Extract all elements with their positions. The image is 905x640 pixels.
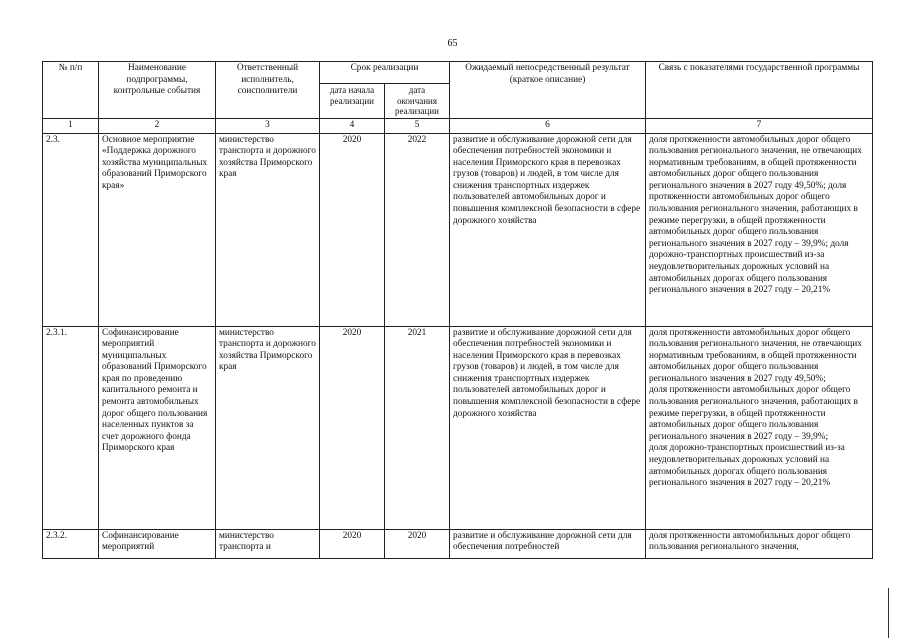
row-link: доля протяженности автомобильных дорог общего пользования регионального значения, [646, 529, 873, 558]
row-num: 2.3.1. [43, 326, 99, 529]
row-responsible: министерство транспорта и дорожного хозяйства Приморского края [216, 326, 320, 529]
column-number: 7 [646, 118, 873, 133]
row-start: 2020 [320, 133, 385, 326]
header-link: Связь с показателями государственной программы [646, 62, 873, 119]
program-table [42, 61, 873, 559]
row-link-line: доля протяженности автомобильных дорог общего пользования регионального значения, не отвечающих нормативным требованиям, в общей протяженности автомобильных дорог общего пользования регионального значения в 2027 году 49,50%; [649, 327, 862, 384]
row-end: 2020 [385, 529, 450, 558]
column-number-row [43, 118, 873, 133]
row-responsible: министерство транспорта и дорожного хозяйства Приморского края [216, 133, 320, 326]
row-start: 2020 [320, 529, 385, 558]
table-row [43, 326, 873, 529]
header-row [43, 62, 873, 84]
row-link: доля протяженности автомобильных дорог общего пользования регионального значения, не отвечающих нормативным требованиям, в общей протяженности автомобильных дорог общего пользования регионального значения в 2027 году 49,50%; доля протяженности автомобильных дорог общего пользования регионального значения, работающих в режиме перегрузки, в общей протяженности автомобильных дорог общего пользования регионального значения в 2027 году – 39,9%; доля дорожно-транспортных происшествий из-за неудовлетворительных дорожных условий на автомобильных дорогах общего пользования регионального значения в 2027 году – 20,21% [646, 133, 873, 326]
column-number: 4 [320, 118, 385, 133]
page-number: 65 [447, 38, 458, 49]
table-row [43, 133, 873, 326]
row-name: Софинансирование мероприятий муниципальных образований Приморского края по проведению капитального ремонта и ремонта автомобильных дорог общего пользования населенных пунктов за счет дорожного фонда Приморского края [99, 326, 216, 529]
header-start: дата начала реализации [320, 84, 385, 119]
header-period: Срок реализации [320, 62, 450, 84]
row-name: Софинансирование мероприятий [99, 529, 216, 558]
header-responsible: Ответственный исполнитель, соисполнители [216, 62, 320, 119]
row-num: 2.3.2. [43, 529, 99, 558]
row-responsible: министерство транспорта и [216, 529, 320, 558]
header-num: № п/п [43, 62, 99, 119]
row-link-line: доля протяженности автомобильных дорог общего пользования регионального значения, работающих в режиме перегрузки, в общей протяженности автомобильных дорог общего пользования регионального значения в 2027 году – 39,9%; [649, 385, 858, 442]
row-result: развитие и обслуживание дорожной сети для обеспечения потребностей экономики и населения Приморского края в перевозках грузов (товаров) и людей, в том числе для снижения транспортных издержек пользователей автомобильных дорог и повышения комплексной безопасности в сфере дорожного хозяйства [450, 133, 646, 326]
row-num: 2.3. [43, 133, 99, 326]
row-result: развитие и обслуживание дорожной сети для обеспечения потребностей экономики и населения Приморского края в перевозках грузов (товаров) и людей, в том числе для снижения транспортных издержек пользователей автомобильных дорог и повышения комплексной безопасности в сфере дорожного хозяйства [450, 326, 646, 529]
row-end: 2022 [385, 133, 450, 326]
header-result: Ожидаемый непосредственный результат (краткое описание) [450, 62, 646, 119]
header-name: Наименование подпрограммы, контрольные события [99, 62, 216, 119]
scan-margin-line [888, 588, 889, 638]
row-link-line: доля дорожно-транспортных происшествий из-за неудовлетворительных дорожных условий на автомобильных дорогах общего пользования регионального значения в 2027 году – 20,21% [649, 443, 845, 489]
column-number: 6 [450, 118, 646, 133]
column-number: 3 [216, 118, 320, 133]
column-number: 2 [99, 118, 216, 133]
row-link [646, 326, 873, 529]
column-number: 1 [43, 118, 99, 133]
row-end: 2021 [385, 326, 450, 529]
row-start: 2020 [320, 326, 385, 529]
row-result: развитие и обслуживание дорожной сети для обеспечения потребностей [450, 529, 646, 558]
row-name: Основное мероприятие «Поддержка дорожного хозяйства муниципальных образований Приморского края» [99, 133, 216, 326]
column-number: 5 [385, 118, 450, 133]
table-row [43, 529, 873, 558]
header-end: дата окончания реализации [385, 84, 450, 119]
